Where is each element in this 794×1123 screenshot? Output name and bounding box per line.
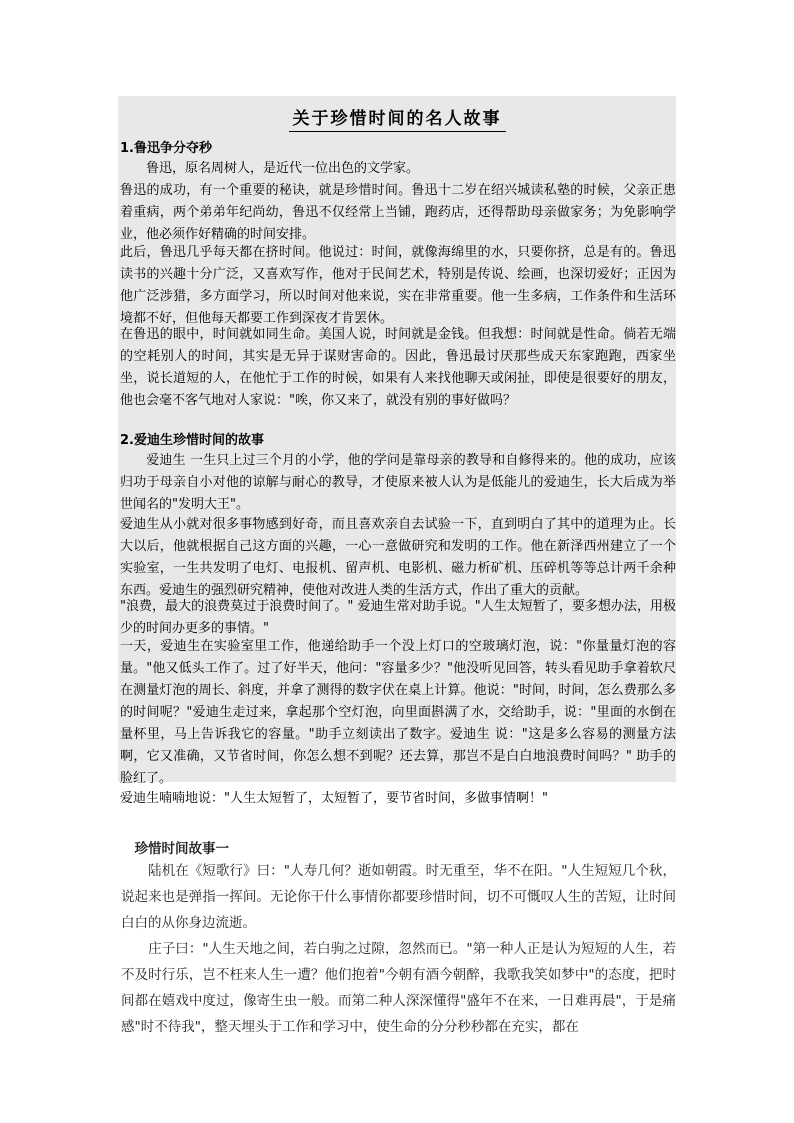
- page-title: [118, 104, 676, 129]
- page-title-text: 关于珍惜时间的名人故事: [289, 109, 506, 132]
- section-2-paragraph-1: 爱迪生 一生只上过三个月的小学，他的学问是靠母亲的教导和自修得来的。他的成功，应该归功于母亲自小对他的谅解与耐心的教导，才使原来被人认为是低能儿的爱迪生，长大后成为举世闻名的"发明大王"。: [120, 453, 676, 512]
- section-2-paragraph-2: 爱迪生从小就对很多事物感到好奇，而且喜欢亲自去试验一下，直到明白了其中的道理为止。长大以后，他就根据自己这方面的兴趣，一心一意做研究和发明的工作。他在新泽西州建立了一个实验室，一生共发明了电灯、电报机、留声机、电影机、磁力析矿机、压碎机等等总计两千余种东西。爱迪生的强烈研究精神，使他对改进人类的生活方式，作出了重大的贡献。: [120, 517, 676, 598]
- section-2-paragraph-4: 一天，爱迪生在实验室里工作，他递给助手一个没上灯口的空玻璃灯泡，说："你量量灯泡的容量。"他又低头工作了。过了好半天，他问："容量多少？"他没听见回答，转头看见助手拿着软尺在测量灯泡的周长、斜度，并拿了测得的数字伏在桌上计算。他说："时间，时间，怎么费那么多的时间呢？"爱迪生走过来，拿起那个空灯泡，向里面斟满了水，交给助手，说："里面的水倒在量杯里，马上告诉我它的容量。"助手立刻读出了数字。爱迪生 说："这是多么容易的测量方法啊，它又准确，又节省时间，你怎么想不到呢？还去算，那岂不是白白地浪费时间吗？" 助手的脸红了。: [120, 639, 676, 786]
- section-1-paragraph-3: 此后，鲁迅几乎每天都在挤时间。他说过：时间，就像海绵里的水，只要你挤，总是有的。鲁迅读书的兴趣十分广泛，又喜欢写作，他对于民间艺术，特别是传说、绘画，也深切爱好；正因为他广泛涉猎，多方面学习，所以时间对他来说，实在非常重要。他一生多病，工作条件和生活环境都不好，但他每天都要工作到深夜才肯罢休。: [120, 245, 676, 326]
- section-1-paragraph-2: 鲁迅的成功，有一个重要的秘诀，就是珍惜时间。鲁迅十二岁在绍兴城读私塾的时候，父亲正患着重病，两个弟弟年纪尚幼，鲁迅不仅经常上当铺，跑药店，还得帮助母亲做家务；为免影响学业，他必须作好精确的时间安排。: [120, 183, 676, 242]
- section-3-paragraph-2: 庄子曰："人生天地之间，若白驹之过隙，忽然而已。"第一种人正是认为短短的人生，若不及时行乐，岂不枉来人生一遭？他们抱着"今朝有酒今朝醉，我歌我笑如梦中"的态度，把时间都在嬉戏中度过，像寄生虫一般。而第二种人深深懂得"盛年不在来，一日难再晨"，于是痛感"时不待我"，整天埋头于工作和学习中，使生命的分分秒秒都在充实，都在: [121, 941, 676, 1035]
- section-2-paragraph-5: 爱迪生喃喃地说："人生太短暂了，太短暂了，要节省时间，多做事情啊！": [120, 791, 548, 806]
- section-3-paragraph-1: 陆机在《短歌行》曰："人寿几何？逝如朝霞。时无重至，华不在阳。"人生短短几个秋，说起来也是弹指一挥间。无论你干什么事情你都要珍惜时间，切不可慨叹人生的苦短，让时间白白的从你身边流逝。: [121, 863, 676, 931]
- section-1-paragraph-4: 在鲁迅的眼中，时间就如同生命。美国人说，时间就是金钱。但我想：时间就是性命。倘若无端的空耗别人的时间，其实是无异于谋财害命的。因此，鲁迅最讨厌那些成天东家跑跑，西家坐坐，说长道短的人，在他忙于工作的时候，如果有人来找他聊天或闲扯，即使是很要好的朋友，他也会毫不客气地对人家说："唉，你又来了，就没有别的事好做吗？: [120, 327, 676, 408]
- section-2-paragraph-3: "浪费，最大的浪费莫过于浪费时间了。" 爱迪生常对助手说。"人生太短暂了，要多想办法，用极少的时间办更多的事情。": [120, 599, 676, 636]
- section-1-paragraph-1: 鲁迅，原名周树人，是近代一位出色的文学家。: [120, 161, 420, 176]
- section-2-heading: 2.爱迪生珍惜时间的故事: [120, 433, 264, 448]
- section-3-heading: 珍惜时间故事一: [121, 841, 229, 857]
- section-1-heading: 1.鲁迅争分夺秒: [120, 141, 212, 156]
